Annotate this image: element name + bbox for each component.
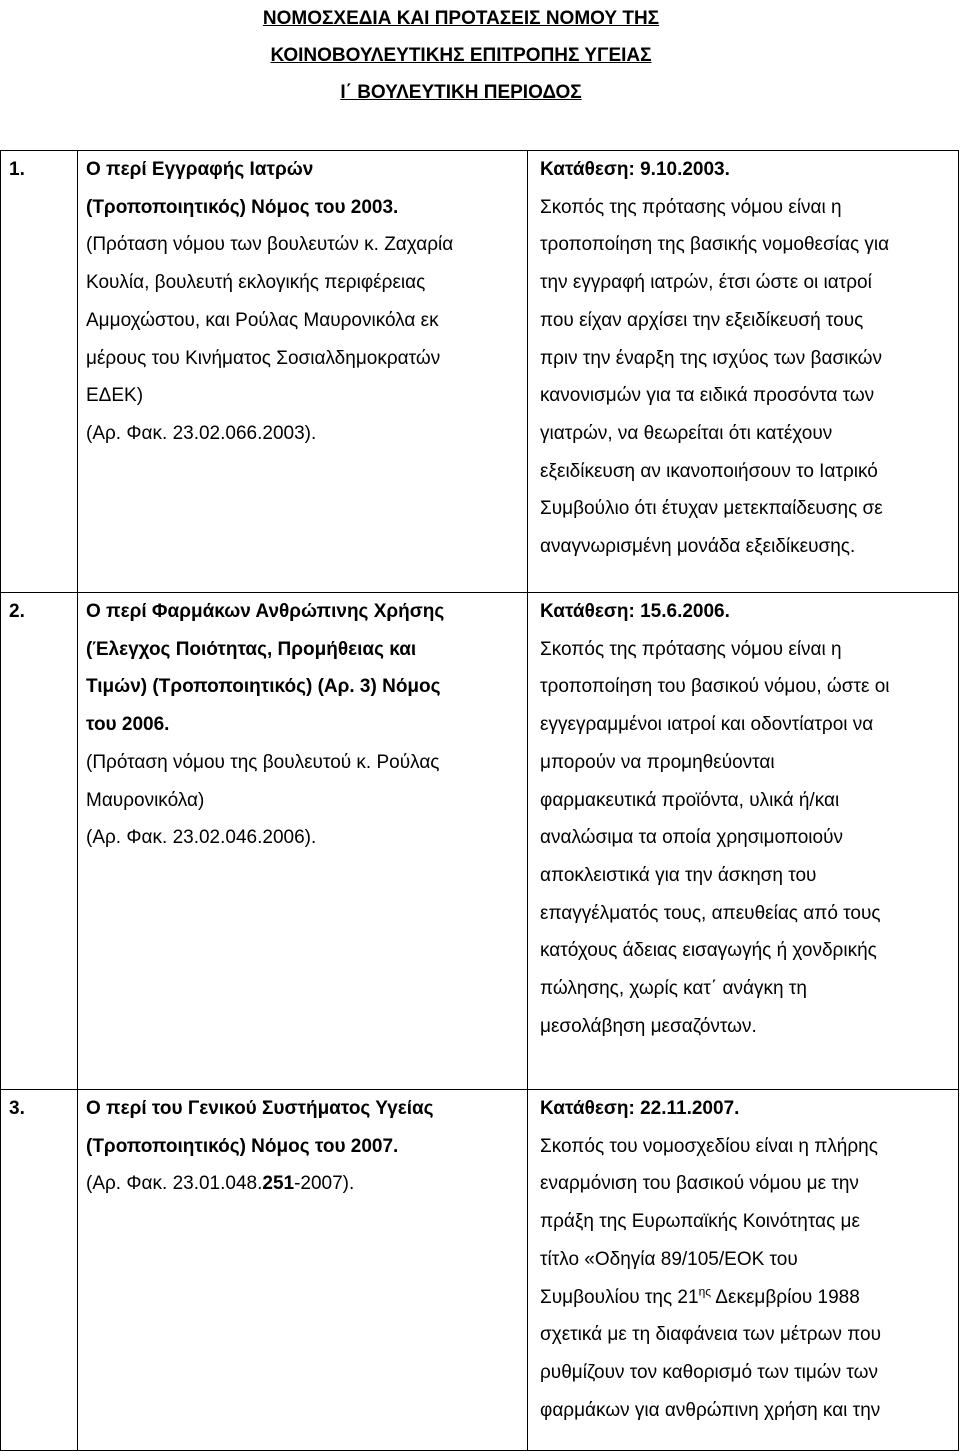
bill-description-cell [528, 593, 959, 1090]
description-line: που είχαν αρχίσει την εξειδίκευσή τους [540, 309, 864, 331]
document-header [0, 0, 922, 111]
row-number: 3. [9, 1098, 25, 1119]
description-line: σχετικά με τη διαφάνεια των μέτρων που [540, 1324, 882, 1346]
bill-title-cell [78, 593, 528, 1090]
description-line: αναγνωρισμένη μονάδα εξειδίκευσης. [540, 536, 856, 558]
description-line: εξειδίκευση αν ικανοποιήσουν το Ιατρικό [540, 460, 878, 482]
description-line: μπορούν να προμηθεύονται [540, 751, 775, 773]
description-line: πριν την έναρξη της ισχύος των βασικών [540, 347, 883, 369]
table-row [1, 593, 959, 1090]
row-number: 1. [9, 159, 25, 180]
description-line: πράξη της Ευρωπαϊκής Κοινότητας με [540, 1211, 860, 1233]
bill-title-line: Ο περί Εγγραφής Ιατρών [86, 159, 314, 180]
bill-title-cell [78, 151, 528, 593]
description-line: φαρμακευτικά προϊόντα, υλικά ή/και [540, 789, 840, 811]
description-line-council [540, 1279, 952, 1317]
bill-note-line: (Πρόταση νόμου των βουλευτών κ. Ζαχαρία [86, 234, 454, 256]
bills-table [0, 150, 959, 1451]
bill-note-line: Αμμοχώστου, και Ρούλας Μαυρονικόλα εκ [86, 309, 439, 331]
description-line: κατόχους άδειας εισαγωγής ή χονδρικής [540, 940, 877, 962]
file-ref-prefix: (Αρ. Φακ. 23.01.048. [86, 1173, 263, 1195]
bill-note-line: (Πρόταση νόμου της βουλευτού κ. Ρούλας [86, 751, 440, 773]
description-line: εγγεγραμμένοι ιατροί και οδοντίατροι να [540, 714, 874, 736]
bill-title-line: Τιμών) (Τροποποιητικός) (Αρ. 3) Νόμος [86, 676, 441, 698]
description-line: μεσολάβηση μεσαζόντων. [540, 1015, 757, 1037]
row-number-cell [1, 593, 78, 1090]
header-line-1: ΝΟΜΟΣΧΕΔΙΑ ΚΑΙ ΠΡΟΤΑΣΕΙΣ ΝΟΜΟΥ ΤΗΣ [262, 8, 660, 29]
bill-title-line: Ο περί του Γενικού Συστήματος Υγείας [86, 1098, 434, 1119]
description-line: ρυθμίζουν τον καθορισμό των τιμών των [540, 1361, 879, 1383]
description-line: τίτλο «Οδηγία 89/105/ΕΟΚ του [540, 1248, 798, 1270]
deposit-date: Κατάθεση: 22.11.2007. [540, 1098, 740, 1119]
file-ref-bold: 251 [262, 1173, 295, 1195]
council-prefix: Συμβουλίου της 21 [540, 1286, 699, 1308]
description-line: επαγγέλματός τους, απευθείας από τους [540, 902, 881, 924]
description-line: Σκοπός της πρότασης νόμου είναι η [540, 638, 842, 660]
row-number-cell [1, 1090, 78, 1451]
bill-file-reference [86, 1165, 523, 1203]
row-number: 2. [9, 601, 25, 622]
description-line: την εγγραφή ιατρών, έτσι ώστε οι ιατροί [540, 272, 872, 294]
bill-title-line: Ο περί Φαρμάκων Ανθρώπινης Χρήσης [86, 601, 445, 622]
description-line: φαρμάκων για ανθρώπινη χρήση και την [540, 1399, 881, 1421]
bill-title-line: του 2006. [86, 714, 170, 736]
row-number-cell [1, 151, 78, 593]
bill-title-line: (Έλεγχος Ποιότητας, Προμήθειας και [86, 638, 417, 660]
header-line-3: Ι΄ ΒΟΥΛΕΥΤΙΚΗ ΠΕΡΙΟΔΟΣ [340, 82, 582, 103]
bill-note-line: Μαυρονικόλα) [86, 789, 205, 811]
description-line: αναλώσιμα τα οποία χρησιμοποιούν [540, 827, 843, 849]
ordinal-superscript: ης [698, 1284, 712, 1299]
description-line: εναρμόνιση του βασικού νόμου με την [540, 1173, 859, 1195]
description-line: γιατρών, να θεωρείται ότι κατέχουν [540, 422, 833, 444]
bill-file-reference: (Αρ. Φακ. 23.02.046.2006). [86, 827, 317, 849]
bill-file-reference: (Αρ. Φακ. 23.02.066.2003). [86, 422, 317, 444]
description-line: Συμβούλιο ότι έτυχαν μετεκπαίδευσης σε [540, 498, 883, 520]
deposit-date: Κατάθεση: 9.10.2003. [540, 159, 730, 180]
bill-description-cell [528, 151, 959, 593]
description-line: πώλησης, χωρίς κατ΄ ανάγκη τη [540, 978, 807, 1000]
description-line: Σκοπός του νομοσχεδίου είναι η πλήρης [540, 1135, 878, 1157]
bill-note-line: μέρους του Κινήματος Σοσιαλδημοκρατών [86, 347, 441, 369]
bill-note-line: ΕΔΕΚ) [86, 385, 144, 407]
description-line: τροποποίηση της βασικής νομοθεσίας για [540, 234, 890, 256]
bill-title-cell [78, 1090, 528, 1451]
deposit-date: Κατάθεση: 15.6.2006. [540, 601, 730, 622]
description-line: κανονισμών για τα ειδικά προσόντα των [540, 385, 875, 407]
description-line: αποκλειστικά για την άσκηση του [540, 864, 817, 886]
bill-note-line: Κουλία, βουλευτή εκλογικής περιφέρειας [86, 272, 426, 294]
bill-description-cell [528, 1090, 959, 1451]
bill-title-line: (Τροποποιητικός) Νόμος του 2007. [86, 1135, 399, 1157]
file-ref-suffix: -2007). [294, 1173, 355, 1195]
header-line-2: ΚΟΙΝΟΒΟΥΛΕΥΤΙΚΗΣ ΕΠΙΤΡΟΠΗΣ ΥΓΕΙΑΣ [270, 45, 652, 66]
table-row [1, 1090, 959, 1451]
table-row [1, 151, 959, 593]
bill-title-line: (Τροποποιητικός) Νόμος του 2003. [86, 196, 399, 218]
description-line: τροποποίηση του βασικού νόμου, ώστε οι [540, 676, 890, 698]
description-line: Σκοπός της πρότασης νόμου είναι η [540, 196, 842, 218]
council-suffix: Δεκεμβρίου 1988 [711, 1286, 860, 1308]
